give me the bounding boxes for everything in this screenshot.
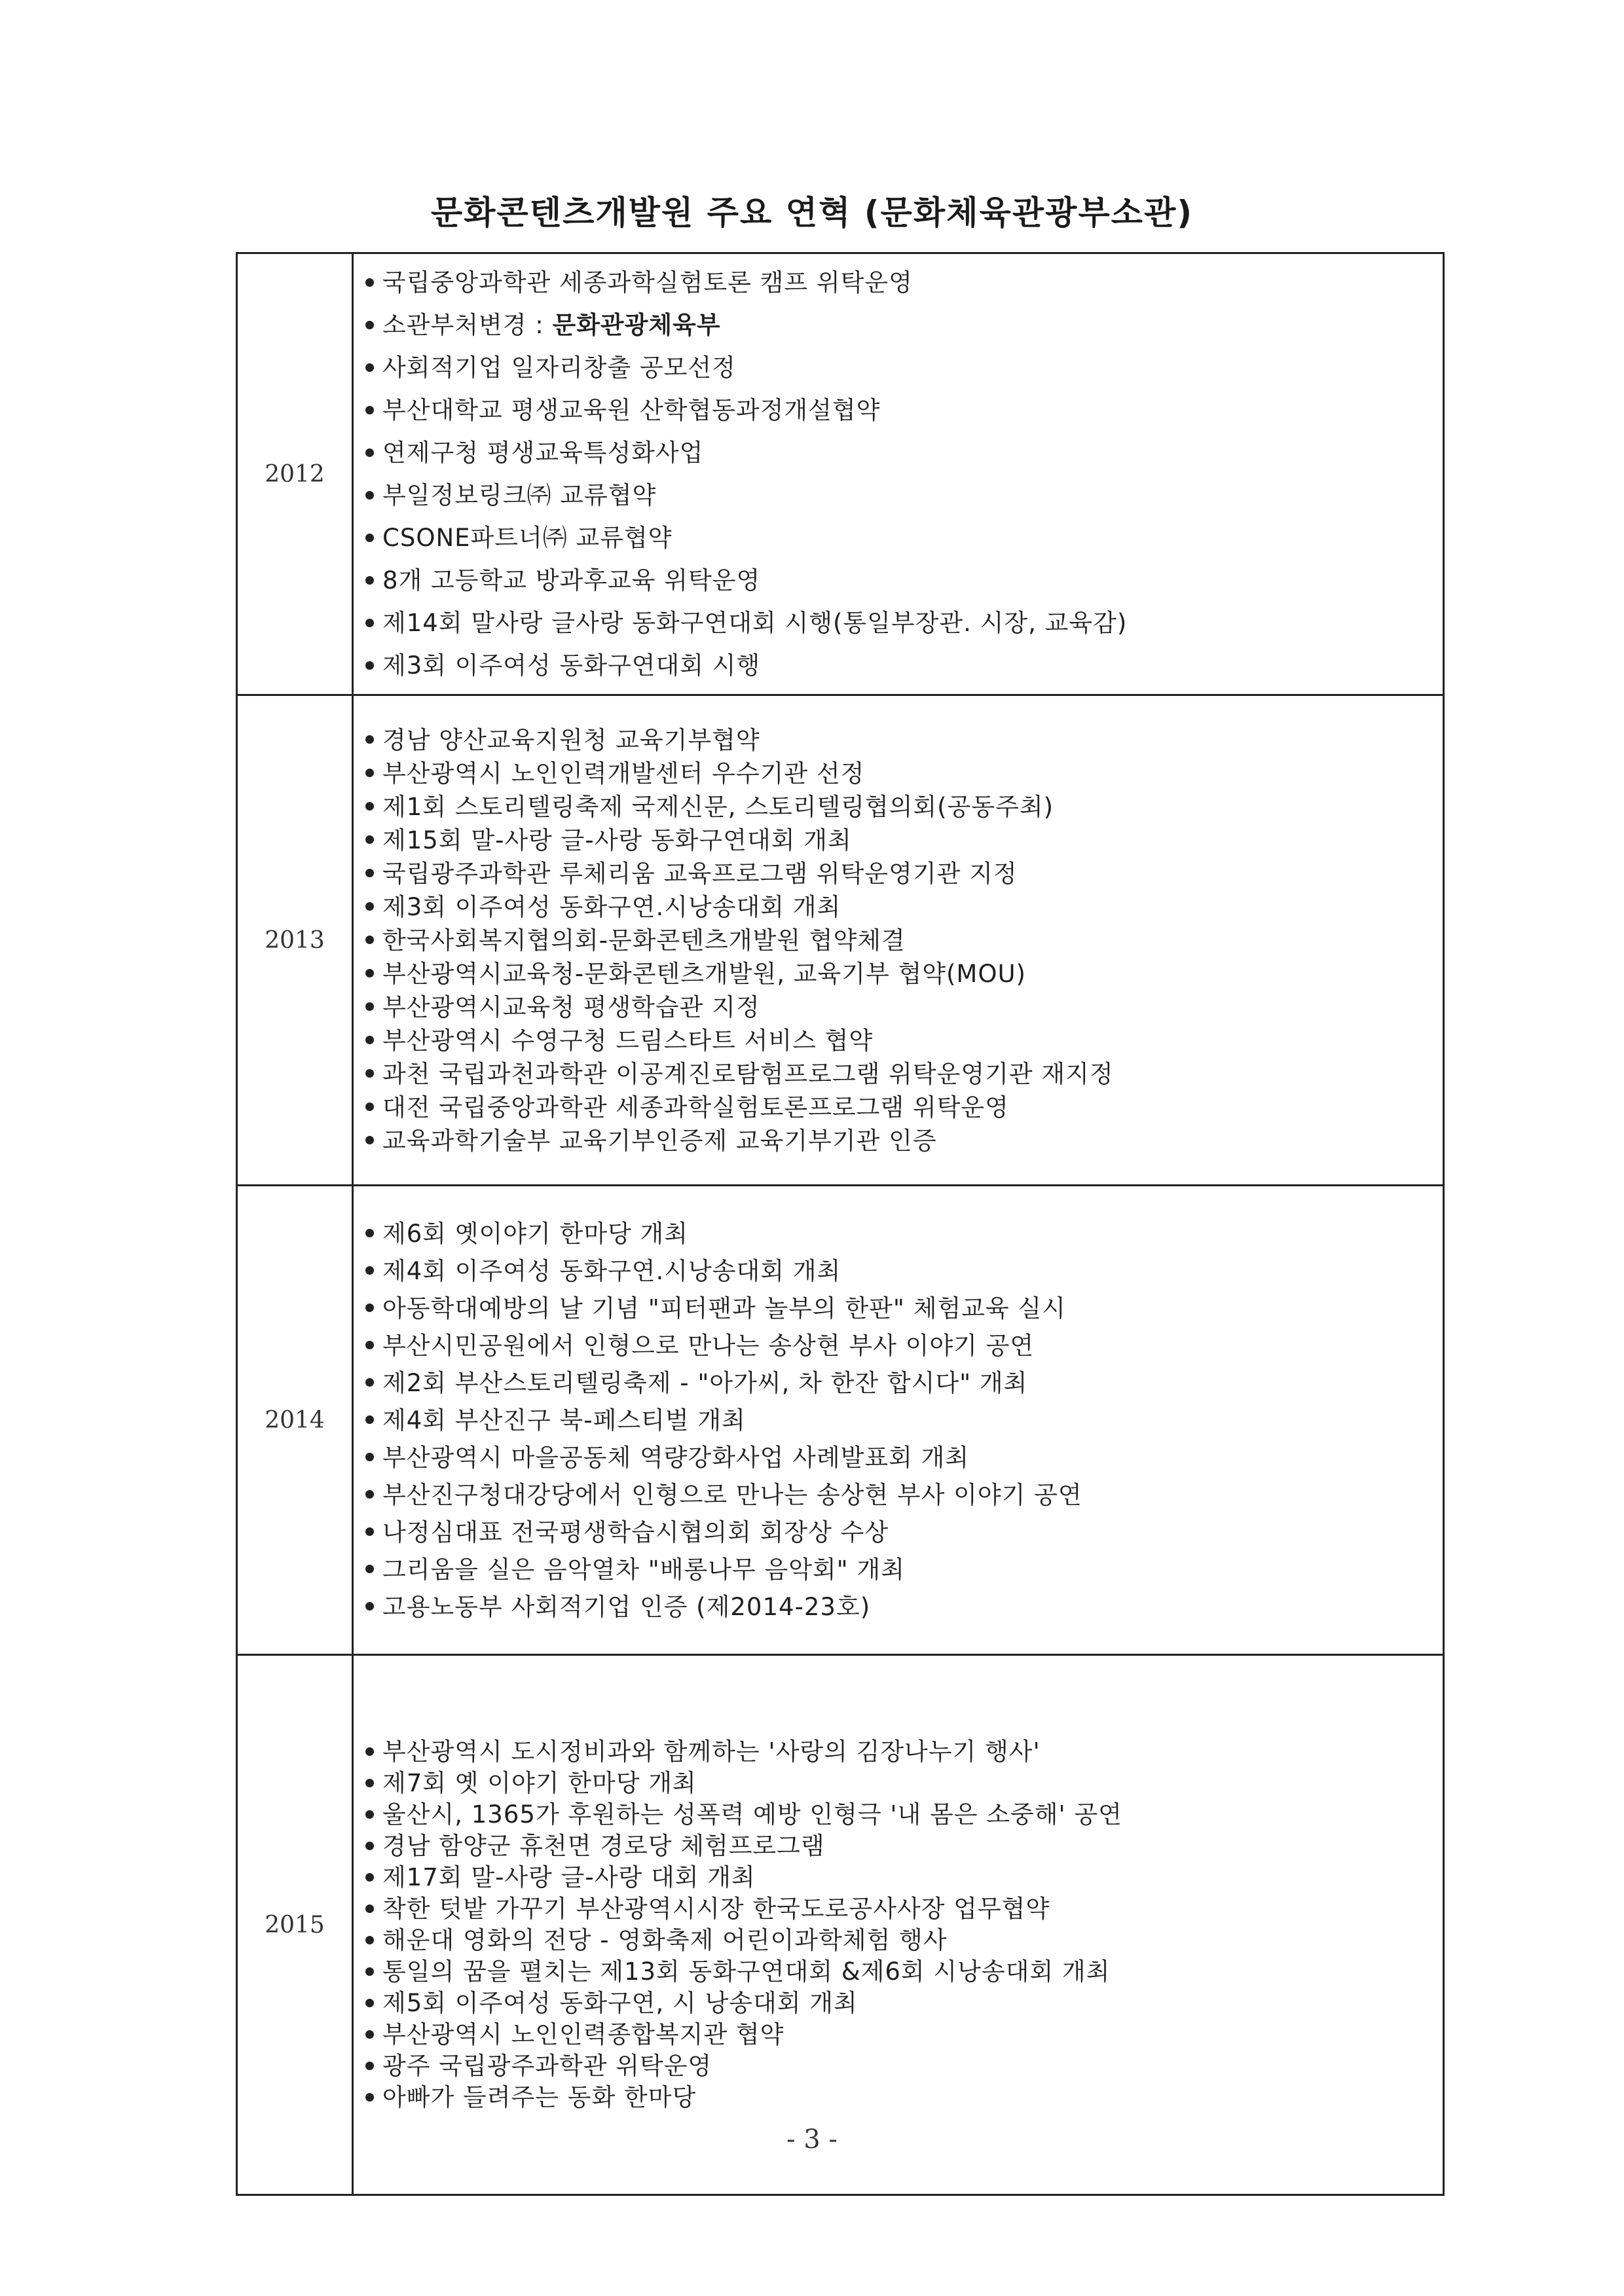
page-title: 문화콘텐츠개발원 주요 연혁 (문화체육관광부소관) — [430, 194, 1194, 232]
events-list — [365, 1736, 1443, 2113]
history-table — [236, 252, 1445, 2196]
event-item — [365, 304, 1443, 346]
year-cell: 2014 — [237, 1186, 353, 1655]
event-item: 부산광역시 수영구청 드림스타트 서비스 협약 — [365, 1024, 1443, 1057]
event-item: 고용노동부 사회적기업 인증 (제2014-23호) — [365, 1588, 1443, 1626]
event-item: 제17회 말-사랑 글-사랑 대회 개최 — [365, 1862, 1443, 1893]
events-list — [365, 261, 1443, 687]
event-item: 부산광역시 노인인력종합복지관 협약 — [365, 2019, 1443, 2050]
event-item: 제1회 스토리텔링축제 국제신문, 스토리텔링협의회(공동주최) — [365, 790, 1443, 824]
event-item-emphasis: 문화관광체육부 — [552, 311, 721, 339]
year-row-2013 — [237, 695, 1444, 1186]
events-list — [365, 723, 1443, 1157]
year-row-2015 — [237, 1655, 1444, 2195]
event-item: 부산진구청대강당에서 인형으로 만나는 송상현 부사 이야기 공연 — [365, 1476, 1443, 1514]
event-item-prefix: 소관부처변경 : — [382, 311, 553, 339]
event-item: 울산시, 1365가 후원하는 성폭력 예방 인형극 '내 몸은 소중해' 공연 — [365, 1799, 1443, 1831]
page-number: - 3 - — [786, 2124, 838, 2155]
event-item: 8개 고등학교 방과후교육 위탁운영 — [365, 559, 1443, 602]
year-row-2014 — [237, 1186, 1444, 1655]
event-item: 사회적기업 일자리창출 공모선정 — [365, 346, 1443, 389]
event-item: 국립광주과학관 루체리움 교육프로그램 위탁운영기관 지정 — [365, 857, 1443, 890]
event-item: 부산광역시 노인인력개발센터 우수기관 선정 — [365, 757, 1443, 790]
event-item: 제3회 이주여성 동화구연.시낭송대회 개최 — [365, 890, 1443, 924]
event-item: CSONE파트너㈜ 교류협약 — [365, 517, 1443, 559]
event-item: 경남 함양군 휴천면 경로당 체험프로그램 — [365, 1831, 1443, 1862]
event-item: 광주 국립광주과학관 위탁운영 — [365, 2050, 1443, 2082]
event-item: 부산광역시교육청-문화콘텐츠개발원, 교육기부 협약(MOU) — [365, 957, 1443, 991]
event-item: 과천 국립과천과학관 이공계진로탐험프로그램 위탁운영기관 재지정 — [365, 1057, 1443, 1091]
event-item: 아동학대예방의 날 기념 "피터팬과 놀부의 한판" 체험교육 실시 — [365, 1290, 1443, 1327]
event-item: 통일의 꿈을 펼치는 제13회 동화구연대회 &제6회 시낭송대회 개최 — [365, 1956, 1443, 1988]
history-table-body — [237, 253, 1444, 2195]
event-item: 부산광역시 마을공동체 역량강화사업 사례발표회 개최 — [365, 1439, 1443, 1476]
events-cell — [353, 695, 1444, 1186]
event-item: 경남 양산교육지원청 교육기부협약 — [365, 723, 1443, 757]
event-item: 부산광역시 도시정비과와 함께하는 '사랑의 김장나누기 행사' — [365, 1736, 1443, 1768]
event-item: 해운대 영화의 전당 - 영화축제 어린이과학체험 행사 — [365, 1925, 1443, 1956]
event-item: 제6회 옛이야기 한마당 개최 — [365, 1215, 1443, 1252]
event-item: 대전 국립중앙과학관 세종과학실험토론프로그램 위탁운영 — [365, 1091, 1443, 1124]
events-cell — [353, 1186, 1444, 1655]
year-cell: 2012 — [237, 253, 353, 695]
events-list — [365, 1215, 1443, 1626]
event-item: 부산시민공원에서 인형으로 만나는 송상현 부사 이야기 공연 — [365, 1327, 1443, 1364]
event-item: 부산대학교 평생교육원 산학협동과정개설협약 — [365, 389, 1443, 431]
events-cell — [353, 253, 1444, 695]
event-item: 제5회 이주여성 동화구연, 시 낭송대회 개최 — [365, 1988, 1443, 2019]
event-item: 국립중앙과학관 세종과학실험토론 캠프 위탁운영 — [365, 261, 1443, 304]
event-item: 한국사회복지협의회-문화콘텐츠개발원 협약체결 — [365, 924, 1443, 957]
event-item: 부일정보링크㈜ 교류협약 — [365, 474, 1443, 517]
event-item: 제14회 말사랑 글사랑 동화구연대회 시행(통일부장관. 시장, 교육감) — [365, 602, 1443, 644]
event-item: 제15회 말-사랑 글-사랑 동화구연대회 개최 — [365, 824, 1443, 857]
event-item: 제2회 부산스토리텔링축제 - "아가씨, 차 한잔 합시다" 개최 — [365, 1364, 1443, 1402]
event-item: 제4회 이주여성 동화구연.시낭송대회 개최 — [365, 1252, 1443, 1290]
year-cell: 2015 — [237, 1655, 353, 2195]
event-item: 연제구청 평생교육특성화사업 — [365, 431, 1443, 474]
event-item: 제4회 부산진구 북-페스티벌 개최 — [365, 1402, 1443, 1439]
event-item: 부산광역시교육청 평생학습관 지정 — [365, 991, 1443, 1024]
event-item: 제3회 이주여성 동화구연대회 시행 — [365, 644, 1443, 687]
event-item: 나정심대표 전국평생학습시협의회 회장상 수상 — [365, 1514, 1443, 1551]
year-row-2012 — [237, 253, 1444, 695]
event-item: 아빠가 들려주는 동화 한마당 — [365, 2082, 1443, 2113]
event-item: 교육과학기술부 교육기부인증제 교육기부기관 인증 — [365, 1124, 1443, 1157]
year-cell: 2013 — [237, 695, 353, 1186]
event-item: 제7회 옛 이야기 한마당 개최 — [365, 1768, 1443, 1799]
events-cell — [353, 1655, 1444, 2195]
event-item: 그리움을 실은 음악열차 "배롱나무 음악회" 개최 — [365, 1551, 1443, 1588]
event-item: 착한 텃밭 가꾸기 부산광역시시장 한국도로공사사장 업무협약 — [365, 1893, 1443, 1925]
